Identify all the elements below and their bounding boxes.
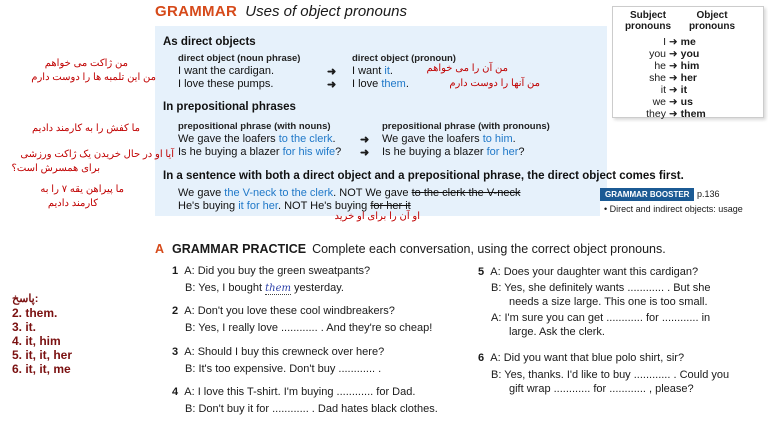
- answers-list: [12, 292, 72, 376]
- prep-example-1: We gave the loafers to the clerk.: [178, 133, 336, 145]
- arrow-icon: ➜: [360, 134, 370, 146]
- pronoun-row: we ➜ us: [652, 96, 693, 108]
- question-2: 2 A: Don't you love these cool windbreakers? B: Yes, I really love ............ . And they're so cheap!: [172, 305, 433, 334]
- pronoun-table: [612, 6, 764, 118]
- farsi-note: من ژاکت می خواهم: [44, 58, 128, 69]
- direct-pronoun-1: I want it.: [352, 65, 393, 77]
- answer-item: 5. it, it, her: [12, 348, 73, 362]
- booster-tag: GRAMMAR BOOSTER: [600, 188, 694, 201]
- farsi-note: ما پیراهن یقه ۷ را به: [40, 184, 124, 195]
- farsi-note: برای همسرش است؟: [11, 163, 100, 174]
- question-3: 3 A: Should I buy this crewneck over here? B: It's too expensive. Don't buy ............ .: [172, 346, 385, 375]
- answer-item: 3. it.: [12, 320, 37, 334]
- answer-blank[interactable]: A: I'm sure you can get ............ for ............ in: [491, 312, 711, 324]
- answer-item: 4. it, him: [12, 334, 61, 348]
- answer-item: 2. them.: [12, 306, 58, 320]
- question-6: 6 A: Did you want that blue polo shirt, sir? B: Yes, thanks. I'd like to buy ............ . Could you gift wrap ............ for ............ , please?: [478, 352, 730, 395]
- word-order-example-1: We gave the V-neck to the clerk. NOT We gave to the clerk the V-neck: [178, 187, 521, 199]
- farsi-note: من آنها را دوست دارم: [449, 78, 540, 89]
- prep-pronoun-2: Is he buying a blazer for her?: [382, 146, 525, 158]
- direct-objects-heading: As direct objects: [163, 36, 256, 48]
- question-4: 4 A: I love this T-shirt. I'm buying ............ for Dad. B: Don't buy it for ............ . Dad hates black clothes.: [172, 386, 438, 415]
- pronoun-rows: [613, 36, 763, 120]
- direct-pronoun-2: I love them.: [352, 78, 409, 90]
- grammar-subtitle: Uses of object pronouns: [245, 3, 408, 20]
- word-order-example-2: He's buying it for her. NOT He's buying for her it: [178, 200, 411, 212]
- answer-blank[interactable]: gift wrap ............ for ............ , please?: [509, 383, 694, 395]
- arrow-icon: ➜: [327, 66, 337, 78]
- practice-letter: A: [155, 242, 165, 256]
- answer-blank[interactable]: B: Yes, thanks. I'd like to buy ............ . Could you: [491, 369, 730, 381]
- practice-instruction: Complete each conversation, using the correct object pronouns.: [312, 242, 666, 256]
- subject-pronouns-header: Subject pronouns: [624, 10, 672, 32]
- grammar-label: GRAMMAR: [155, 3, 238, 20]
- pronoun-row: they ➜ them: [646, 108, 706, 120]
- pronoun-row: he ➜ him: [654, 60, 700, 72]
- booster-item: Direct and indirect objects: usage: [609, 204, 743, 214]
- pronoun-row: she ➜ her: [649, 72, 697, 84]
- farsi-note: ما کفش را به کارمند دادیم: [32, 123, 140, 134]
- answers-heading: پاسخ:: [12, 293, 39, 305]
- practice-heading: [155, 242, 666, 256]
- arrow-icon: ➜: [327, 79, 337, 91]
- direct-example-2: I love these pumps.: [178, 78, 274, 90]
- farsi-note: کارمند دادیم: [47, 198, 98, 209]
- prep-left-label: prepositional phrase (with nouns): [178, 121, 331, 132]
- answer-item: 6. it, it, me: [12, 362, 71, 376]
- question-5: 5 A: Does your daughter want this cardigan? B: Yes, she definitely wants ............ . But she needs a size large. This one is too small. A: I'm sure you can get ............ for ............ in large. Ask the clerk.: [478, 266, 711, 338]
- prep-example-2: Is he buying a blazer for his wife?: [178, 146, 342, 158]
- pronoun-row: I ➜ me: [663, 36, 696, 48]
- bullet-icon: •: [604, 204, 608, 214]
- booster-page: p.136: [696, 189, 720, 199]
- farsi-note: من این تلمبه ها را دوست دارم: [31, 72, 156, 83]
- answer-blank[interactable]: B: Yes, she definitely wants ............ . But she: [491, 282, 711, 294]
- farsi-note: من آن را می خواهم: [426, 63, 508, 74]
- farsi-note: او آن را برای او خرید: [334, 211, 420, 222]
- prep-phrases-heading: In prepositional phrases: [163, 101, 296, 113]
- direct-right-label: direct object (pronoun): [352, 53, 456, 64]
- question-1: 1 A: Did you buy the green sweatpants? B: Yes, I bought them yesterday.: [172, 265, 371, 294]
- prep-right-label: prepositional phrase (with pronouns): [382, 121, 550, 132]
- direct-example-1: I want the cardigan.: [178, 65, 275, 77]
- direct-left-label: direct object (noun phrase): [178, 53, 301, 64]
- farsi-note: آیا او در حال خریدن یک ژاکت ورزشی: [20, 149, 174, 160]
- arrow-icon: ➜: [360, 147, 370, 159]
- object-pronouns-header: Object pronouns: [688, 10, 736, 32]
- handwritten-answer[interactable]: them: [265, 283, 291, 294]
- word-order-heading: In a sentence with both a direct object and a prepositional phrase, the direct object comes first.: [163, 170, 684, 182]
- pronoun-row: you ➜ you: [649, 48, 700, 60]
- page-title: [155, 3, 407, 20]
- grammar-booster: [600, 188, 762, 222]
- practice-title: GRAMMAR PRACTICE: [172, 242, 307, 256]
- answer-blank[interactable]: B: It's too expensive. Don't buy ............ .: [185, 363, 382, 375]
- pronoun-row: it ➜ it: [660, 84, 688, 96]
- prep-pronoun-1: We gave the loafers to him.: [382, 133, 516, 145]
- answer-blank[interactable]: B: Don't buy it for ............ . Dad hates black clothes.: [185, 403, 438, 415]
- answer-blank[interactable]: B: Yes, I really love ............ . And they're so cheap!: [185, 322, 433, 334]
